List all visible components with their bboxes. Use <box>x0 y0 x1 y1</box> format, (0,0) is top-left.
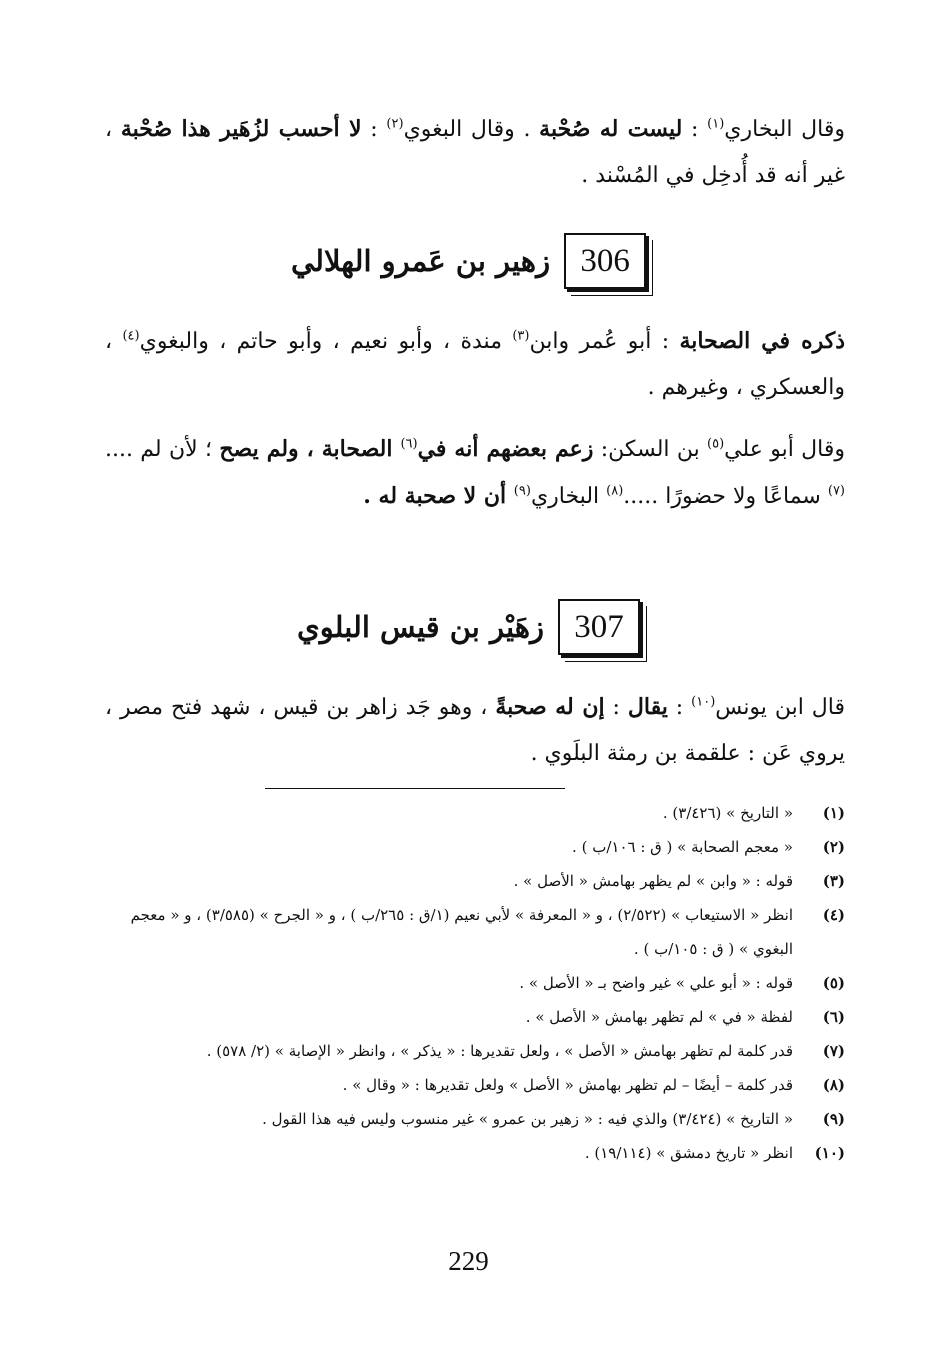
footnote-ref[interactable]: (٢) <box>386 116 404 132</box>
footnote-ref[interactable]: (١) <box>707 116 725 132</box>
footnote-item <box>105 1034 845 1068</box>
paragraph-ibn-yunus <box>105 684 845 777</box>
footnote-separator <box>265 788 565 789</box>
footnote-ref[interactable]: (٨) <box>606 483 624 499</box>
text-run: : <box>361 117 387 142</box>
text-run: ، والعسكري ، وغيرهم . <box>105 329 845 400</box>
footnote-number: (٤) <box>822 906 845 924</box>
bold-quote: أن لا صحبة له . <box>363 483 514 509</box>
footnote-text: قدر كلمة – أيضًا – لم تظهر بهامش « الأصل » ولعل تقديرها : « وقال » . <box>342 1076 793 1094</box>
text-run: : <box>667 695 692 720</box>
text-run: ، وهو جَد زاهر بن قيس ، شهد فتح مصر ، يروي عَن : علقمة بن رمثة البلَوي . <box>105 695 845 766</box>
bold-quote: زعم بعضهم أنه في <box>417 436 594 462</box>
entry-title: زهَيْر بن قيس البلوي <box>297 610 544 644</box>
footnote-item <box>105 1068 845 1102</box>
bold-quote: يقال <box>627 694 668 720</box>
footnote-item <box>105 966 845 1000</box>
footnote-ref[interactable]: (٤) <box>122 328 140 344</box>
footnote-text: انظر « تاريخ دمشق » (١٩/١١٤) . <box>584 1144 793 1162</box>
entry-title: زهير بن عَمرو الهلالي <box>290 244 551 278</box>
footnote-item <box>105 796 845 830</box>
paragraph-bukhari-baghawi <box>105 106 845 199</box>
paragraph-ibn-al-sakan <box>105 426 845 520</box>
footnote-ref[interactable]: (٩) <box>513 483 531 499</box>
footnote-item <box>105 898 845 966</box>
footnote-ref[interactable]: (١٠) <box>691 694 716 710</box>
text-run: ، غير أنه قد أُدخِل في المُسْند . <box>105 117 845 188</box>
footnote-item <box>105 830 845 864</box>
bold-quote: ليست له صُحْبة <box>539 116 683 142</box>
footnote-ref[interactable]: (٥) <box>707 436 725 452</box>
bold-lead: ذكره في الصحابة <box>679 328 846 354</box>
footnotes-list <box>105 796 845 1170</box>
page-number: 229 <box>448 1246 489 1276</box>
entry-number-box: 306 <box>564 233 646 289</box>
footnote-number: (١٠) <box>814 1144 845 1162</box>
entry-heading-306 <box>0 226 937 296</box>
text-run: . وقال البغوي <box>403 117 540 142</box>
footnote-item <box>105 1102 845 1136</box>
footnote-ref[interactable]: (٦) <box>400 436 418 452</box>
text-run: سماعًا ولا حضورًا ..... <box>623 484 828 509</box>
footnote-number: (٧) <box>822 1042 845 1060</box>
text-run: ؛ لأن لم .... <box>105 437 220 462</box>
text-run: وقال البخاري <box>724 117 846 142</box>
text-run: : <box>682 117 708 142</box>
bold-quote: لا أحسب لزُهَير هذا صُحْبة <box>120 116 362 142</box>
footnote-number: (١) <box>822 804 845 822</box>
footnote-number: (٢) <box>822 838 845 856</box>
text-run: بن السكن: <box>593 437 708 462</box>
bold-quote: الصحابة ، ولم يصح <box>219 436 401 462</box>
footnote-text: قوله : « وابن » لم يظهر بهامش « الأصل » . <box>513 872 793 890</box>
entry-heading-307 <box>0 592 937 662</box>
footnote-number: (٣) <box>822 872 845 890</box>
text-run: : <box>604 695 628 720</box>
text-run: البخاري <box>530 484 607 509</box>
footnote-number: (٦) <box>822 1008 845 1026</box>
footnote-text: قدر كلمة لم تظهر بهامش « الأصل » ، ولعل تقديرها : « يذكر » ، وانظر « الإصابة » (٢/ ٥٧٨) . <box>206 1042 793 1060</box>
text-run: مندة ، وأبو نعيم ، وأبو حاتم ، والبغوي <box>139 329 513 354</box>
footnote-text: انظر « الاستيعاب » (٢/٥٢٢) ، و « المعرفة » لأبي نعيم (١/ق : ٢٦٥/ب ) ، و « الجرح » (٣/٥٨٥) ، و « معجم البغوي » ( ق : ١٠٥/ب ) . <box>130 906 793 958</box>
footnote-number: (٩) <box>822 1110 845 1128</box>
entry-number-box: 307 <box>558 599 640 655</box>
text-run: قال ابن يونس <box>715 695 845 720</box>
footnote-ref[interactable]: (٣) <box>512 328 530 344</box>
footnote-text: « معجم الصحابة » ( ق : ١٠٦/ب ) . <box>572 838 793 856</box>
text-run: : أبو عُمر وابن <box>529 329 680 354</box>
footnote-item <box>105 1000 845 1034</box>
footnote-ref[interactable]: (٧) <box>827 483 845 499</box>
paragraph-mentioned-in-sahaba <box>105 318 845 411</box>
footnote-number: (٥) <box>822 974 845 992</box>
text-run: وقال أبو علي <box>724 437 845 462</box>
footnote-text: « التاريخ » (٣/٤٢٦) . <box>662 804 793 822</box>
bold-quote: إن له صحبةً <box>495 694 605 720</box>
footnote-number: (٨) <box>822 1076 845 1094</box>
footnote-item <box>105 1136 845 1170</box>
footnote-item <box>105 864 845 898</box>
footnote-text: قوله : « أبو علي » غير واضح بـ « الأصل » . <box>519 974 793 992</box>
footnote-text: لفظة « في » لم تظهر بهامش « الأصل » . <box>525 1008 793 1026</box>
footnote-text: « التاريخ » (٣/٤٢٤) والذي فيه : « زهير بن عمرو » غير منسوب وليس فيه هذا القول . <box>262 1110 793 1128</box>
